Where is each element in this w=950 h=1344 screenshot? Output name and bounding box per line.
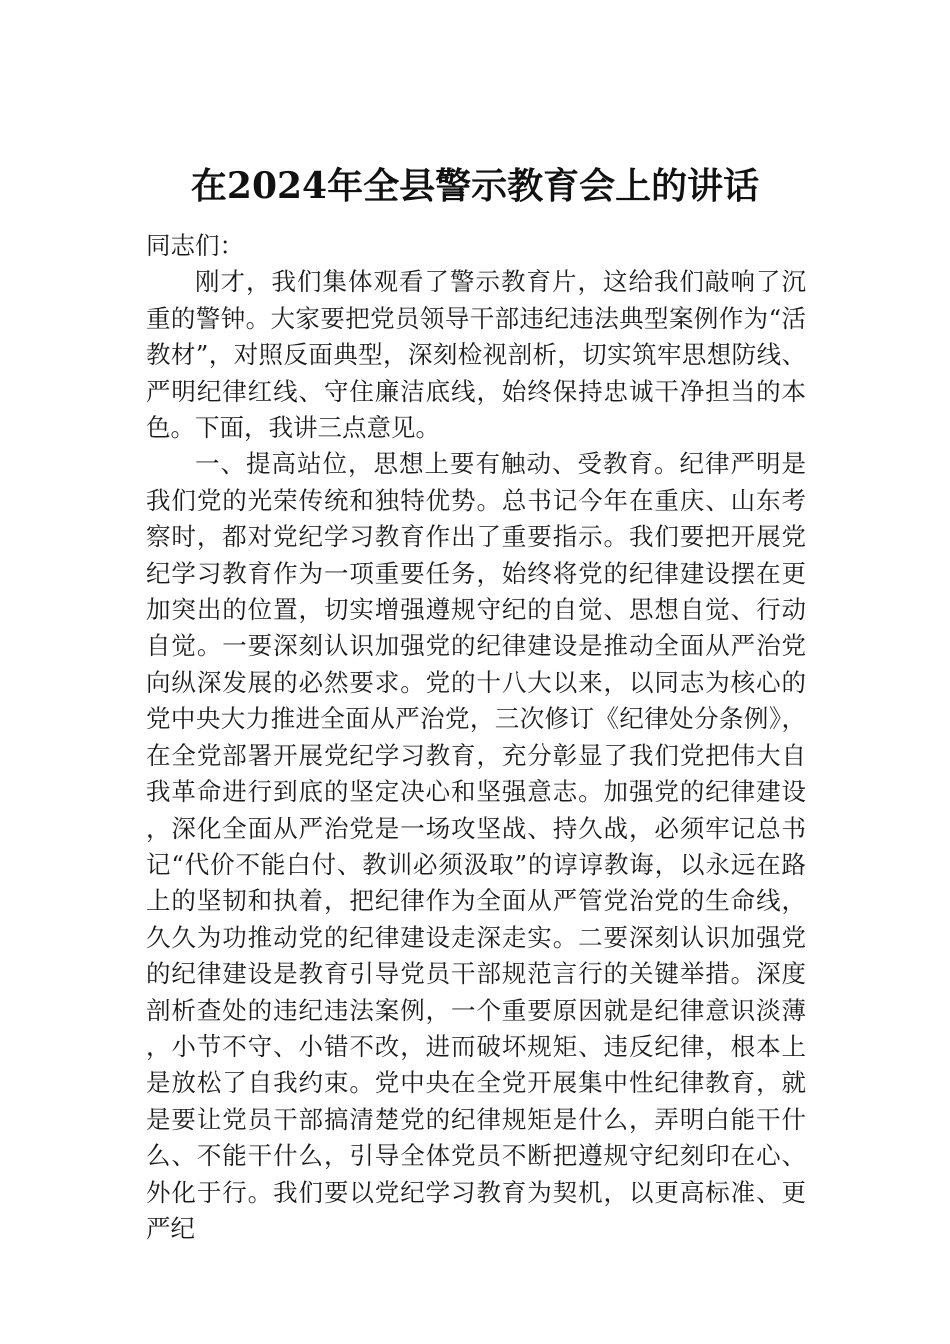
- document-title: 在2024年全县警示教育会上的讲话: [190, 165, 760, 207]
- paragraph-point-one: 一、提高站位，思想上要有触动、受教育。纪律严明是我们党的光荣传统和独特优势。总书记今年在重庆、山东考察时，都对党纪学习教育作出了重要指示。我们要把开展党纪学习教育作为一项重要任务，始终将党的纪律建设摆在更加突出的位置，切实增强遵规守纪的自觉、思想自觉、行动自觉。一要深刻认识加强党的纪律建设是推动全面从严治党向纵深发展的必然要求。党的十八大以来，以同志为核心的党中央大力推进全面从严治党，三次修订《纪律处分条例》，在全党部署开展党纪学习教育，充分彰显了我们党把伟大自我革命进行到底的坚定决心和坚强意志。加强党的纪律建设，深化全面从严治党是一场攻坚战、持久战，必须牢记总书记“代价不能白付、教训必须汲取”的谆谆教诲，以永远在路上的坚韧和执着，把纪律作为全面从严管党治党的生命线，久久为功推动党的纪律建设走深走实。二要深刻认识加强党的纪律建设是教育引导党员干部规范言行的关键举措。深度剖析查处的违纪违法案例，一个重要原因就是纪律意识淡薄，小节不守、小错不改，进而破坏规矩、违反纪律，根本上是放松了自我约束。党中央在全党开展集中性纪律教育，就是要让党员干部搞清楚党的纪律规矩是什么，弄明白能干什么、不能干什么，引导全体党员不断把遵规守纪刻印在心、外化于行。我们要以党纪学习教育为契机，以更高标准、更严纪: [146, 449, 806, 1243]
- document-body: [146, 228, 806, 1247]
- paragraph-intro: 刚才，我们集体观看了警示教育片，这给我们敲响了沉重的警钟。大家要把党员领导干部违纪违法典型案例作为“活教材”，对照反面典型，深刻检视剖析，切实筑牢思想防线、严明纪律红线、守住廉洁底线，始终保持忠诚干净担当的本色。下面，我讲三点意见。: [146, 267, 806, 443]
- salutation: 同志们：: [146, 231, 244, 260]
